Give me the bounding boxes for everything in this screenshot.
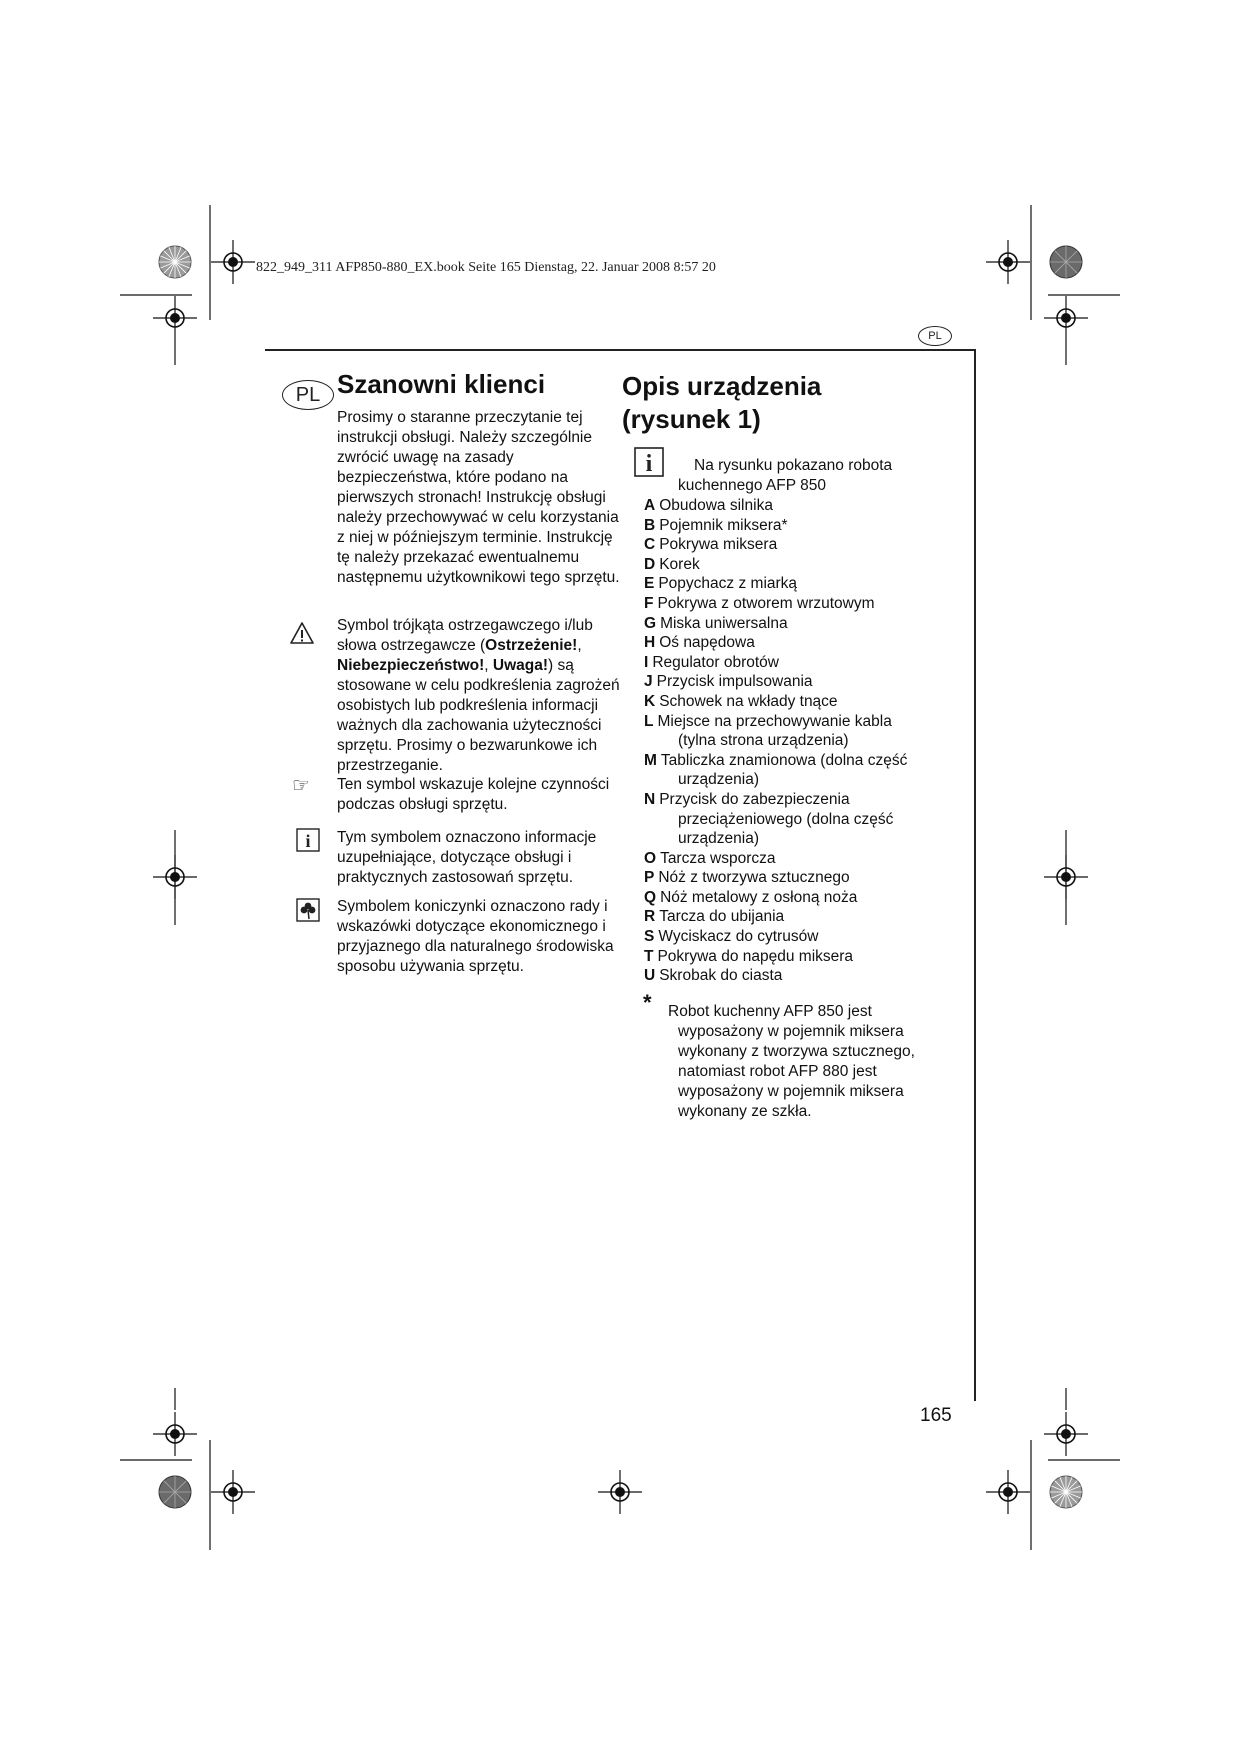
part-letter: S xyxy=(644,928,655,946)
intro-paragraph: Prosimy o staranne przeczytanie tej instrukcji obsługi. Należy szczególnie zwrócić uwagę na zasady bezpieczeństwa, które podano na pierwszych stronach! Instrukcję obsługi należy przechowywać w celu korzystania z niej w późniejszym terminie. Instrukcję tę należy przekazać ewentualnemu następnemu użytkownikowi tego sprzętu. xyxy=(337,409,620,586)
warning-triangle-icon xyxy=(290,621,314,645)
pointing-hand-icon: ☞ xyxy=(292,773,310,797)
page-number: 165 xyxy=(920,1405,952,1426)
part-name: Popychacz z miarką xyxy=(658,575,798,593)
parts-list-item xyxy=(644,594,934,614)
part-name: Pokrywa z otworem wrzutowym xyxy=(657,594,875,612)
part-name: Miejsce na przechowywanie kabla (tylna strona urządzenia) xyxy=(657,712,892,750)
part-name: Obudowa silnika xyxy=(659,497,773,514)
figure-info-line-2: kuchennego AFP 850 xyxy=(678,477,826,494)
part-letter: G xyxy=(644,614,657,632)
part-letter: O xyxy=(644,849,657,867)
parts-list-item xyxy=(644,496,934,516)
svg-text:i: i xyxy=(305,831,311,851)
part-name: Przycisk do zabezpieczenia przeciążeniowego (dolna część urządzenia) xyxy=(659,790,894,848)
part-letter: L xyxy=(644,712,654,730)
clover-icon xyxy=(296,898,320,922)
top-rule xyxy=(265,349,975,351)
parts-list-item xyxy=(644,653,934,673)
part-letter: D xyxy=(644,555,656,573)
svg-text:i: i xyxy=(645,451,653,477)
part-name: Nóż z tworzywa sztucznego xyxy=(658,869,850,887)
part-name: Tarcza do ubijania xyxy=(659,908,785,926)
parts-list-item xyxy=(644,712,934,751)
part-name: Nóż metalowy z osłoną noża xyxy=(660,888,858,906)
warning-word-danger: Niebezpieczeństwo! xyxy=(337,657,485,674)
part-letter: E xyxy=(644,575,655,593)
parts-list-item xyxy=(644,790,934,849)
warning-word-caution: Ostrzeżenie! xyxy=(485,637,578,654)
part-letter: P xyxy=(644,869,655,887)
parts-list-item xyxy=(644,907,934,927)
language-tab-badge: PL xyxy=(918,326,952,346)
part-letter: R xyxy=(644,908,656,926)
parts-list-item xyxy=(644,672,934,692)
part-name: Przycisk impulsowania xyxy=(656,673,813,691)
part-name: Oś napędowa xyxy=(659,634,755,652)
part-letter: C xyxy=(644,536,656,554)
parts-list-item xyxy=(644,535,934,555)
part-name: Skrobak do ciasta xyxy=(659,967,783,985)
part-letter: J xyxy=(644,673,653,691)
part-name: Tarcza wsporcza xyxy=(660,849,776,867)
part-name: Tabliczka znamionowa (dolna część urządzenia) xyxy=(660,751,908,789)
part-name: Korek xyxy=(659,555,700,573)
part-letter: M xyxy=(644,751,657,769)
warning-sep-2: , xyxy=(484,657,493,674)
parts-list-item xyxy=(644,574,934,594)
part-letter: B xyxy=(644,516,656,534)
part-letter: F xyxy=(644,594,654,612)
parts-list-item xyxy=(644,927,934,947)
eco-note: Symbolem koniczynki oznaczono rady i wskazówki dotyczące ekonomicznego i przyjaznego dla naturalnego środowiska sposobu używania sprzętu. xyxy=(337,898,614,975)
parts-list-item xyxy=(644,751,934,790)
part-name: Pokrywa do napędu miksera xyxy=(657,947,854,965)
device-title-line-2: (rysunek 1) xyxy=(622,404,761,434)
steps-note: Ten symbol wskazuje kolejne czynności podczas obsługi sprzętu. xyxy=(337,776,610,813)
part-letter: H xyxy=(644,634,656,652)
part-letter: U xyxy=(644,967,656,985)
footnote-text: Robot kuchenny AFP 850 jest wyposażony w pojemnik miksera wykonany z tworzywa sztucznego, natomiast robot AFP 880 jest wyposażony w pojemnik miksera wykonany ze szkła. xyxy=(668,1003,915,1120)
part-letter: A xyxy=(644,497,656,514)
footnote-asterisk: * xyxy=(643,990,652,1015)
parts-list xyxy=(644,496,934,986)
part-letter: N xyxy=(644,790,656,808)
right-rule xyxy=(974,349,976,1401)
part-letter: T xyxy=(644,947,654,965)
info-icon xyxy=(296,828,320,852)
part-letter: I xyxy=(644,653,649,671)
parts-list-item xyxy=(644,633,934,653)
info-icon-large xyxy=(634,447,664,477)
parts-list-item xyxy=(644,555,934,575)
part-letter: K xyxy=(644,692,656,710)
parts-list-item xyxy=(644,516,934,536)
language-badge: PL xyxy=(282,380,334,410)
welcome-title: Szanowni klienci xyxy=(337,369,546,399)
parts-list-item xyxy=(644,849,934,869)
warning-text-pre: Symbol trójkąta ostrzegawczego i/lub słowa ostrzegawcze ( xyxy=(337,617,593,654)
info-note: Tym symbolem oznaczono informacje uzupełniające, dotyczące obsługi i praktycznych zastosowań sprzętu. xyxy=(337,829,597,886)
part-name: Wyciskacz do cytrusów xyxy=(658,928,819,946)
parts-list-item xyxy=(644,888,934,908)
part-letter: Q xyxy=(644,888,657,906)
warning-text-post: ) są stosowane w celu podkreślenia zagrożeń osobistych lub podkreślenia informacji ważnych dla zachowania użyteczności sprzętu. Prosimy o bezwarunkowe ich przestrzeganie. xyxy=(337,657,620,774)
parts-list-item xyxy=(644,947,934,967)
parts-list-item xyxy=(644,966,934,986)
part-name: Miska uniwersalna xyxy=(660,614,788,632)
warning-paragraph xyxy=(337,616,620,776)
parts-list-item xyxy=(644,614,934,634)
device-title-line-1: Opis urządzenia xyxy=(622,371,822,401)
part-name: Regulator obrotów xyxy=(652,653,779,671)
warning-word-attention: Uwaga! xyxy=(492,657,549,674)
part-name: Pojemnik miksera* xyxy=(659,516,788,534)
part-name: Pokrywa miksera xyxy=(659,536,778,554)
device-description-title xyxy=(622,370,821,436)
figure-info-line-1: Na rysunku pokazano robota xyxy=(694,457,893,474)
warning-sep-1: , xyxy=(577,637,582,654)
part-name: Schowek na wkłady tnące xyxy=(659,692,838,710)
print-info-line: 822_949_311 AFP850-880_EX.book Seite 165 Dienstag, 22. Januar 2008 8:57 20 xyxy=(256,260,716,275)
parts-list-item xyxy=(644,692,934,712)
parts-list-item xyxy=(644,868,934,888)
